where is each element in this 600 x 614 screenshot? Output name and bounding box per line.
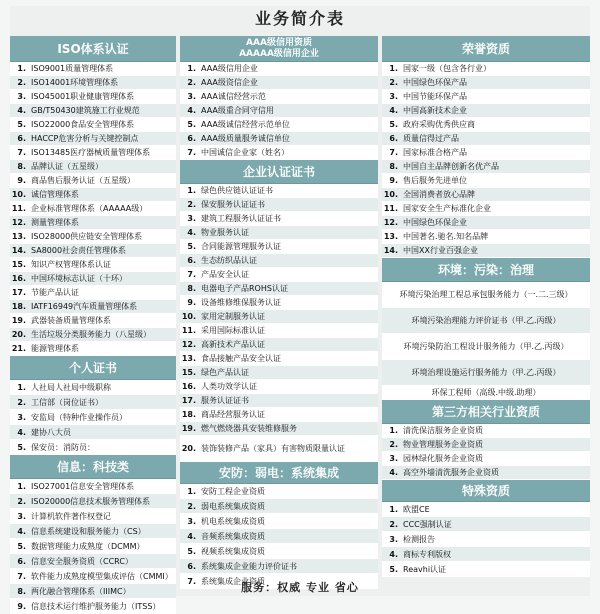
item-text: 质量信得过产品 — [403, 134, 459, 143]
item-number: 3. — [389, 534, 398, 544]
item-number: 6. — [17, 134, 26, 143]
infotech-item — [10, 524, 176, 539]
item-text: 信息安全服务资质（CCRC） — [31, 556, 133, 566]
item-number: 2. — [389, 519, 398, 529]
item-number: 2. — [187, 78, 196, 87]
item-number: 5. — [187, 120, 196, 129]
security-item — [180, 544, 378, 559]
item-number: 11. — [383, 204, 398, 213]
enterprise-item — [180, 212, 378, 226]
item-number: 3. — [187, 516, 196, 526]
item-text: 高空外墙清洗服务企业资质 — [403, 468, 499, 477]
item-text: 环境污染防治工程设计服务能力（甲.乙.丙级） — [403, 341, 569, 351]
item-text: 建协八大员 — [31, 427, 71, 437]
enterprise-item — [180, 352, 378, 366]
item-text: 生态纺织品认证 — [201, 256, 257, 265]
item-number: 4. — [17, 526, 26, 536]
item-number: 2. — [17, 78, 26, 87]
iso-item — [10, 258, 176, 272]
aaa-item — [180, 104, 378, 118]
item-text: 机电系统集成资质 — [201, 516, 265, 526]
section-header-iso: ISO体系认证 — [10, 36, 176, 62]
iso-item — [10, 272, 176, 286]
item-text: ISO45001职业健康管理体系 — [31, 92, 135, 101]
enterprise-item — [180, 422, 378, 436]
honor-item — [382, 202, 590, 216]
iso-item — [10, 62, 176, 76]
item-number: 6. — [187, 561, 196, 571]
item-number: 2. — [389, 440, 398, 449]
page-title: 业务简介表 — [254, 9, 345, 28]
item-number: 7. — [187, 148, 196, 157]
item-number: 13. — [383, 232, 398, 241]
item-number: 21. — [11, 344, 26, 353]
item-number: 4. — [389, 549, 398, 559]
item-text: 检测报告 — [403, 534, 435, 544]
item-number: 17. — [11, 288, 26, 297]
item-number: 1. — [389, 64, 398, 73]
footer-slogan: 服务：权威 专业 省心 — [241, 581, 359, 594]
item-number: 5. — [17, 442, 26, 452]
env-item — [382, 360, 590, 386]
column-left — [10, 36, 176, 614]
item-text: 信息系统建设和服务能力（CS） — [31, 526, 146, 536]
item-text: 软件能力成熟度模型集成评估（CMMI） — [31, 571, 173, 581]
honor-item — [382, 216, 590, 230]
item-number: 17. — [181, 396, 196, 405]
item-number: 8. — [17, 586, 26, 596]
enterprise-item — [180, 254, 378, 268]
item-text: 中国高新技术企业 — [403, 106, 467, 115]
item-text: GB/T50430建筑施工行业规范 — [31, 106, 140, 115]
enterprise-item — [180, 198, 378, 212]
item-text: 数据管理能力成熟度（DCMM） — [31, 541, 145, 551]
honor-item — [382, 90, 590, 104]
iso-item — [10, 174, 176, 188]
item-text: ISO13485医疗器械质量管理体系 — [31, 148, 151, 157]
item-number: 10. — [11, 190, 26, 199]
iso-item — [10, 132, 176, 146]
env-item — [382, 334, 590, 360]
honor-item — [382, 174, 590, 188]
iso-item — [10, 286, 176, 300]
item-text: ISO28000供应链安全管理体系 — [31, 232, 143, 241]
enterprise-item — [180, 436, 378, 462]
column-right — [382, 36, 590, 577]
item-number: 9. — [17, 176, 26, 185]
security-item — [180, 529, 378, 544]
item-text: 安防工程企业资质 — [201, 486, 265, 496]
honor-item — [382, 230, 590, 244]
iso-item — [10, 118, 176, 132]
item-text: ISO27001信息安全管理体系 — [31, 481, 135, 491]
item-text: 节能产品认证 — [31, 288, 79, 297]
iso-item — [10, 216, 176, 230]
iso-item — [10, 300, 176, 314]
personal-item — [10, 410, 176, 425]
item-text: 视频系统集成资质 — [201, 546, 265, 556]
item-text: 中国节能环保产品 — [403, 92, 467, 101]
infotech-item — [10, 599, 176, 614]
infotech-item — [10, 509, 176, 524]
item-number: 13. — [181, 354, 196, 363]
item-number: 7. — [389, 148, 398, 157]
third-item — [382, 452, 590, 466]
item-text: 能源管理体系 — [31, 344, 79, 353]
item-text: 人社局人社局中级职称 — [31, 382, 111, 392]
security-item — [180, 484, 378, 499]
enterprise-item — [180, 394, 378, 408]
item-number: 5. — [17, 541, 26, 551]
third-item — [382, 438, 590, 452]
item-text: 中国著名.驰名.知名品牌 — [403, 232, 489, 241]
item-text: 燃气燃烧器具安装维修服务 — [201, 424, 297, 433]
section-header-personal: 个人证书 — [10, 356, 176, 380]
infotech-item — [10, 539, 176, 554]
item-number: 20. — [181, 443, 196, 453]
item-number: 14. — [383, 246, 398, 255]
enterprise-item — [180, 240, 378, 254]
item-text: 安监局（特种作业操作员） — [31, 412, 127, 422]
item-text: CCC强制认证 — [403, 519, 452, 529]
special-item — [382, 502, 590, 517]
item-text: 诚信管理体系 — [31, 190, 79, 199]
item-text: 国家一级（包含各行业） — [403, 64, 491, 73]
item-text: AAA级诚信经营示范单位 — [201, 120, 290, 129]
item-number: 4. — [187, 106, 196, 115]
item-number: 6. — [187, 256, 196, 265]
item-text: 保安员：消防员： — [31, 442, 95, 452]
item-text: AAA级信用企业 — [201, 64, 258, 73]
item-text: ISO20000信息技术服务管理体系 — [31, 496, 151, 506]
section-header-special: 特殊资质 — [382, 480, 590, 502]
aaa-item — [180, 76, 378, 90]
item-text: 装饰装修产品（家具）有害物质限量认证 — [201, 443, 345, 453]
iso-item — [10, 342, 176, 356]
item-text: 全国消费者放心品牌 — [403, 190, 475, 199]
personal-item — [10, 380, 176, 395]
section-header-security: 安防：弱电：系统集成 — [180, 462, 378, 484]
special-item — [382, 547, 590, 562]
item-text: 中国诚信企业家（姓名） — [201, 148, 289, 157]
business-table — [10, 6, 590, 611]
enterprise-item — [180, 324, 378, 338]
item-text: 工信部（岗位证书） — [31, 397, 103, 407]
item-number: 7. — [187, 576, 196, 586]
aaa-item — [180, 118, 378, 132]
item-number: 4. — [17, 427, 26, 437]
item-text: AAA级重合同守信用 — [201, 106, 274, 115]
enterprise-item — [180, 184, 378, 198]
item-number: 20. — [11, 330, 26, 339]
item-number: 10. — [383, 190, 398, 199]
item-number: 8. — [389, 162, 398, 171]
item-number: 4. — [187, 531, 196, 541]
item-text: AAA诚信经营示范 — [201, 92, 266, 101]
item-number: 2. — [17, 397, 26, 407]
item-text: 服务认证证书 — [201, 396, 249, 405]
item-number: 4. — [17, 106, 26, 115]
aaa-item — [180, 62, 378, 76]
enterprise-item — [180, 366, 378, 380]
special-item — [382, 532, 590, 547]
item-text: 武器装备质量管理体系 — [31, 316, 111, 325]
item-text: 商品售后服务认证（五星级） — [31, 176, 135, 185]
item-number: 13. — [11, 232, 26, 241]
item-text: 环境污染治理能力评价证书（甲.乙.丙级） — [411, 315, 561, 325]
item-number: 4. — [389, 468, 398, 477]
third-item — [382, 466, 590, 480]
item-number: 1. — [17, 481, 26, 491]
item-text: 欧盟CE — [403, 504, 430, 514]
item-text: 食品接触产品安全认证 — [201, 354, 281, 363]
item-text: 人类功效学认证 — [201, 382, 257, 391]
item-text: 电器电子产品ROHS认证 — [201, 284, 288, 293]
item-text: 高新技术产品认证 — [201, 340, 265, 349]
enterprise-item — [180, 268, 378, 282]
item-text: 采用国际标准认证 — [201, 326, 265, 335]
honor-item — [382, 76, 590, 90]
item-number: 5. — [389, 120, 398, 129]
item-text: 国家安全生产标准化企业 — [403, 204, 491, 213]
item-number: 4. — [187, 228, 196, 237]
section-header-aaa — [180, 36, 378, 62]
honor-item — [382, 132, 590, 146]
item-number: 2. — [17, 496, 26, 506]
iso-item — [10, 230, 176, 244]
item-number: 12. — [11, 218, 26, 227]
item-number: 3. — [17, 412, 26, 422]
item-text: 绿色产品认证 — [201, 368, 249, 377]
item-number: 18. — [181, 410, 196, 419]
item-text: Reavhi认证 — [403, 564, 447, 574]
item-number: 2. — [389, 78, 398, 87]
iso-item — [10, 328, 176, 342]
item-text: 企业标准管理体系（AAAAA级） — [31, 204, 148, 213]
env-item — [382, 282, 590, 308]
item-text: 系统集成企业能力评价证书 — [201, 561, 297, 571]
item-number: 5. — [187, 546, 196, 556]
section-header-env: 环境：污染：治理 — [382, 258, 590, 282]
infotech-item — [10, 554, 176, 569]
item-number: 18. — [11, 302, 26, 311]
item-number: 8. — [17, 162, 26, 171]
section-header-third: 第三方相关行业资质 — [382, 400, 590, 424]
enterprise-item — [180, 380, 378, 394]
item-text: ISO9001质量管理体系 — [31, 64, 114, 73]
item-text: 生活垃圾分类服务能力（八星级） — [31, 330, 151, 339]
item-text: 售后服务先进单位 — [403, 176, 467, 185]
item-text: 清洗保洁服务企业资质 — [403, 426, 483, 435]
iso-item — [10, 146, 176, 160]
item-text: 商品经营服务认证 — [201, 410, 265, 419]
item-number: 2. — [187, 200, 196, 209]
item-text: HACCP危害分析与关键控制点 — [31, 134, 139, 143]
infotech-item — [10, 479, 176, 494]
aaa-item — [180, 146, 378, 160]
item-text: 音频系统集成资质 — [201, 531, 265, 541]
item-text: 系统集成企业资质 — [201, 576, 265, 586]
item-text: AAA级质量服务诚信单位 — [201, 134, 290, 143]
infotech-item — [10, 494, 176, 509]
iso-item — [10, 314, 176, 328]
item-number: 5. — [389, 564, 398, 574]
item-text: ISO22000食品安全管理体系 — [31, 120, 135, 129]
item-number: 1. — [187, 64, 196, 73]
third-item — [382, 424, 590, 438]
enterprise-item — [180, 408, 378, 422]
item-text: 保安服务认证证书 — [201, 200, 265, 209]
item-text: 知识产权管理体系认证 — [31, 260, 111, 269]
item-text: 中国绿色环保产品 — [403, 78, 467, 87]
honor-item — [382, 118, 590, 132]
env-item — [382, 308, 590, 334]
honor-item — [382, 160, 590, 174]
aaa-item — [180, 90, 378, 104]
item-text: 测量管理体系 — [31, 218, 79, 227]
section-header-honor: 荣誉资质 — [382, 36, 590, 62]
enterprise-item — [180, 296, 378, 310]
item-number: 6. — [187, 134, 196, 143]
item-number: 7. — [17, 571, 26, 581]
item-number: 7. — [187, 270, 196, 279]
item-text: 中国绿色环保企业 — [403, 218, 467, 227]
item-number: 19. — [11, 316, 26, 325]
item-number: 3. — [389, 92, 398, 101]
item-text: 建筑工程服务认证证书 — [201, 214, 281, 223]
item-number: 16. — [181, 382, 196, 391]
item-number: 1. — [187, 186, 196, 195]
section-header-line: AAA级信用资质 — [246, 37, 312, 48]
item-number: 5. — [17, 120, 26, 129]
item-text: 设备维修维保服务认证 — [201, 298, 281, 307]
enterprise-item — [180, 226, 378, 240]
item-text: 品牌认证（五星级） — [31, 162, 103, 171]
item-number: 12. — [181, 340, 196, 349]
enterprise-item — [180, 282, 378, 296]
item-text: 环境污染治理工程总承包服务能力（一.二.三级） — [399, 289, 573, 299]
section-header-line: AAAAA级信用企业 — [239, 48, 319, 59]
honor-item — [382, 244, 590, 258]
item-number: 11. — [181, 326, 196, 335]
item-text: 信息技术运行维护服务能力（ITSS） — [31, 601, 161, 611]
item-number: 9. — [389, 176, 398, 185]
honor-item — [382, 146, 590, 160]
personal-item — [10, 395, 176, 410]
item-text: 政府采购优秀供应商 — [403, 120, 475, 129]
item-text: 计算机软件著作权登记 — [31, 511, 111, 521]
personal-item — [10, 440, 176, 455]
item-text: 物业服务认证 — [201, 228, 249, 237]
item-number: 3. — [187, 214, 196, 223]
special-item — [382, 562, 590, 577]
item-text: 中国自主品牌创新名优产品 — [403, 162, 499, 171]
item-text: 环境治理设施运行服务能力（甲.乙.丙级） — [411, 367, 561, 377]
section-header-infotech: 信息：科技类 — [10, 455, 176, 479]
item-number: 1. — [187, 486, 196, 496]
item-text: 园林绿化服务企业资质 — [403, 454, 483, 463]
honor-item — [382, 62, 590, 76]
iso-item — [10, 104, 176, 118]
item-number: 10. — [181, 312, 196, 321]
item-number: 1. — [17, 382, 26, 392]
item-text: 合同能源管理服务认证 — [201, 242, 281, 251]
security-item — [180, 499, 378, 514]
iso-item — [10, 160, 176, 174]
item-text: 绿色供应链认证证书 — [201, 186, 273, 195]
item-text: 两化融合管理体系（IIIMC） — [31, 586, 131, 596]
enterprise-item — [180, 338, 378, 352]
security-item — [180, 559, 378, 574]
iso-item — [10, 202, 176, 216]
iso-item — [10, 244, 176, 258]
item-number: 6. — [17, 556, 26, 566]
item-number: 3. — [187, 92, 196, 101]
item-number: 19. — [181, 424, 196, 433]
item-text: 物业管理服务企业资质 — [403, 440, 483, 449]
security-item — [180, 514, 378, 529]
item-number: 3. — [17, 511, 26, 521]
personal-item — [10, 425, 176, 440]
item-number: 1. — [389, 426, 398, 435]
column-middle — [180, 36, 378, 589]
item-number: 3. — [17, 92, 26, 101]
enterprise-item — [180, 310, 378, 324]
item-number: 5. — [187, 242, 196, 251]
item-number: 11. — [11, 204, 26, 213]
item-number: 2. — [187, 501, 196, 511]
item-text: AAA级资信企业 — [201, 78, 258, 87]
item-text: 产品安全认证 — [201, 270, 249, 279]
item-text: ISO14001环境管理体系 — [31, 78, 119, 87]
item-number: 15. — [181, 368, 196, 377]
item-number: 9. — [187, 298, 196, 307]
iso-item — [10, 90, 176, 104]
item-number: 15. — [11, 260, 26, 269]
item-number: 1. — [17, 64, 26, 73]
iso-item — [10, 76, 176, 90]
special-item — [382, 517, 590, 532]
item-text: 中国环境标志认证（十环） — [31, 274, 127, 283]
honor-item — [382, 188, 590, 202]
item-number: 16. — [11, 274, 26, 283]
item-text: 家用定制服务认证 — [201, 312, 265, 321]
iso-item — [10, 188, 176, 202]
aaa-item — [180, 132, 378, 146]
item-text: 中国XX行业百强企业 — [403, 246, 478, 255]
item-text: 商标专利版权 — [403, 549, 451, 559]
item-text: 国家标准合格产品 — [403, 148, 467, 157]
item-text: IATF16949汽车质量管理体系 — [31, 302, 138, 311]
item-number: 1. — [389, 504, 398, 514]
item-number: 7. — [17, 148, 26, 157]
item-number: 6. — [389, 134, 398, 143]
item-number: 3. — [389, 454, 398, 463]
section-header-enterprise: 企业认证证书 — [180, 160, 378, 184]
item-text: SA8000社会责任管理体系 — [31, 246, 127, 255]
item-text: 弱电系统集成资质 — [201, 501, 265, 511]
env-item — [382, 386, 590, 400]
item-number: 8. — [187, 284, 196, 293]
item-number: 4. — [389, 106, 398, 115]
honor-item — [382, 104, 590, 118]
item-text: 环保工程师（高级.中级.助理） — [431, 388, 541, 397]
item-number: 9. — [17, 601, 26, 611]
item-number: 12. — [383, 218, 398, 227]
item-number: 14. — [11, 246, 26, 255]
